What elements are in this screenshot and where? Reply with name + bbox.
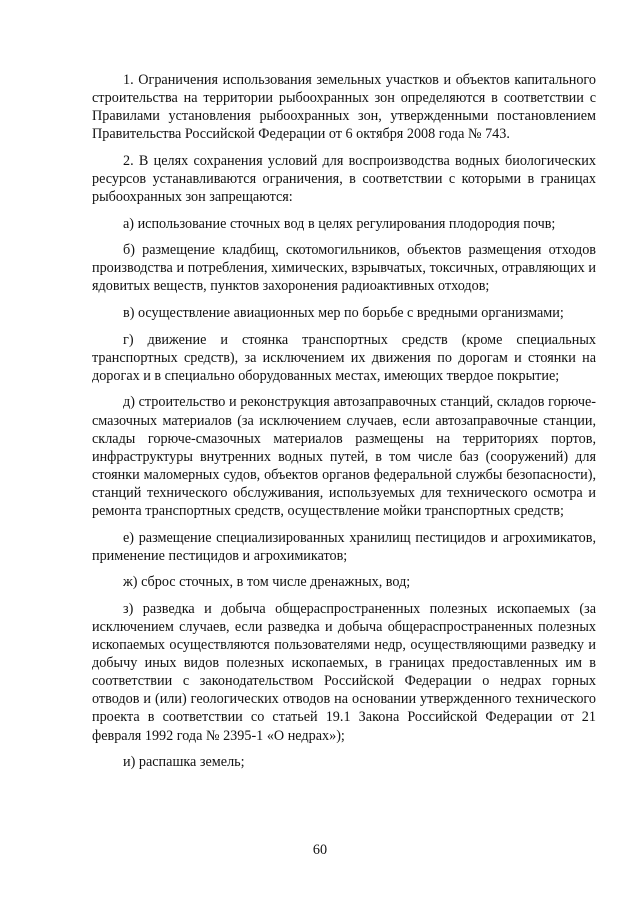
list-item-g: г) движение и стоянка транспортных средств (кроме специальных транспортных средств), за исключением их движения по дорогам и стоянки на дорогах и в специально оборудованных местах, имеющих твердое покрытие; — [92, 331, 596, 384]
document-body — [92, 71, 596, 780]
list-item-a: а) использование сточных вод в целях регулирования плодородия почв; — [123, 215, 556, 232]
list-item-z: з) разведка и добыча общераспространенных полезных ископаемых (за исключением случаев, если разведка и добыча общераспространенных полезных ископаемых осуществляются пользователями недр, осуществляющими разведку и добычу иных видов полезных ископаемых, в границах предоставленных им в соответствии с законодательством Российской Федерации о недрах горных отводов и (или) геологических отводов на основании утвержденного технического проекта в соответствии со статьей 19.1 Закона Российской Федерации от 21 февраля 1992 года № 2395-1 «О недрах»); — [92, 600, 596, 744]
paragraph-conservation-conditions: 2. В целях сохранения условий для воспроизводства водных биологических ресурсов устанавливаются ограничения, в соответствии с которыми в границах рыбоохранных зон запрещаются: — [92, 152, 596, 206]
list-item-i: и) распашка земель; — [123, 754, 245, 771]
list-item-b: б) размещение кладбищ, скотомогильников, объектов размещения отходов производства и потребления, химических, взрывчатых, токсичных, отравляющих и ядовитых веществ, пунктов захоронения радиоактивных отходов; — [92, 242, 596, 295]
paragraph-restrictions-intro: 1. Ограничения использования земельных участков и объектов капитального строительства на территории рыбоохранных зон определяются в соответствии с Правилами установления рыбоохранных зон, утвержденными постановлением Правительства Российской Федерации от 6 октября 2008 года № 743. — [92, 72, 596, 143]
list-item-d: д) строительство и реконструкция автозаправочных станций, складов горюче-смазочных материалов (за исключением случаев, если автозаправочные станции, склады горюче-смазочных материалов размещены на территориях портов, инфраструктуры внутренних водных путей, в том числе баз (сооружений) для стоянки маломерных судов, объектов органов федеральной службы безопасности), станций технического обслуживания, используемых для технического осмотра и ремонта транспортных средств, осуществление мойки транспортных средств; — [92, 394, 596, 519]
list-item-v: в) осуществление авиационных мер по борьбе с вредными организмами; — [123, 305, 564, 322]
list-item-zh: ж) сброс сточных, в том числе дренажных, вод; — [123, 574, 411, 591]
page-number: 60 — [312, 842, 328, 858]
list-item-e: е) размещение специализированных хранилищ пестицидов и агрохимикатов, применение пестицидов и агрохимикатов; — [92, 529, 596, 564]
